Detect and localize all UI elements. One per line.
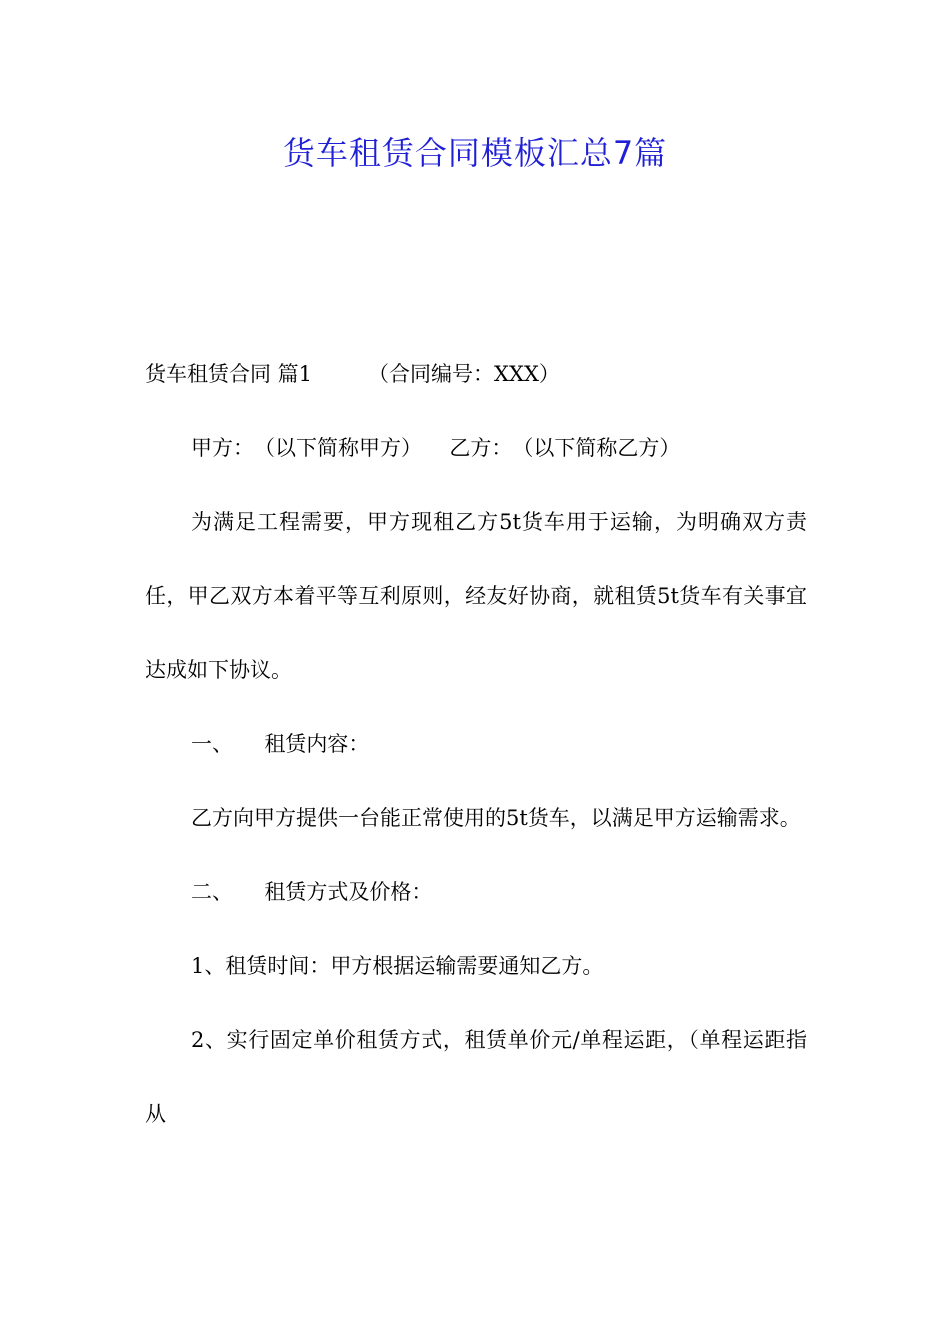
contract-number: （合同编号：XXX） (368, 362, 560, 386)
preamble-paragraph: 为满足工程需要，甲方现租乙方5t货车用于运输，为明确双方责任，甲乙双方本着平等互利原则，经友好协商，就租赁5t货车有关事宜达成如下协议。 (145, 510, 807, 682)
party-a: 甲方： （以下简称甲方） (191, 436, 422, 460)
section-1-heading (145, 707, 807, 781)
section-2-title: 租赁方式及价格： (264, 880, 433, 904)
section-2-number: 二、 (191, 880, 233, 904)
section-1-number: 一、 (191, 732, 233, 756)
contract-heading-line (145, 337, 807, 411)
party-b: 乙方： （以下简称乙方） (449, 436, 681, 460)
document-title: 货车租赁合同模板汇总7篇 (282, 134, 668, 172)
section-1-body: 乙方向甲方提供一台能正常使用的5t货车，以满足甲方运输需求。 (191, 806, 801, 830)
contract-body (145, 337, 807, 1151)
parties-line (145, 411, 807, 485)
item-1: 1、租赁时间：甲方根据运输需要通知乙方。 (191, 954, 604, 978)
section-2-heading (145, 855, 807, 929)
section-1-title: 租赁内容： (264, 732, 370, 756)
contract-heading: 货车租赁合同 篇1 (145, 362, 313, 386)
item-2: 2、实行固定单价租赁方式，租赁单价元/单程运距，（单程运距指从 (145, 1028, 807, 1126)
